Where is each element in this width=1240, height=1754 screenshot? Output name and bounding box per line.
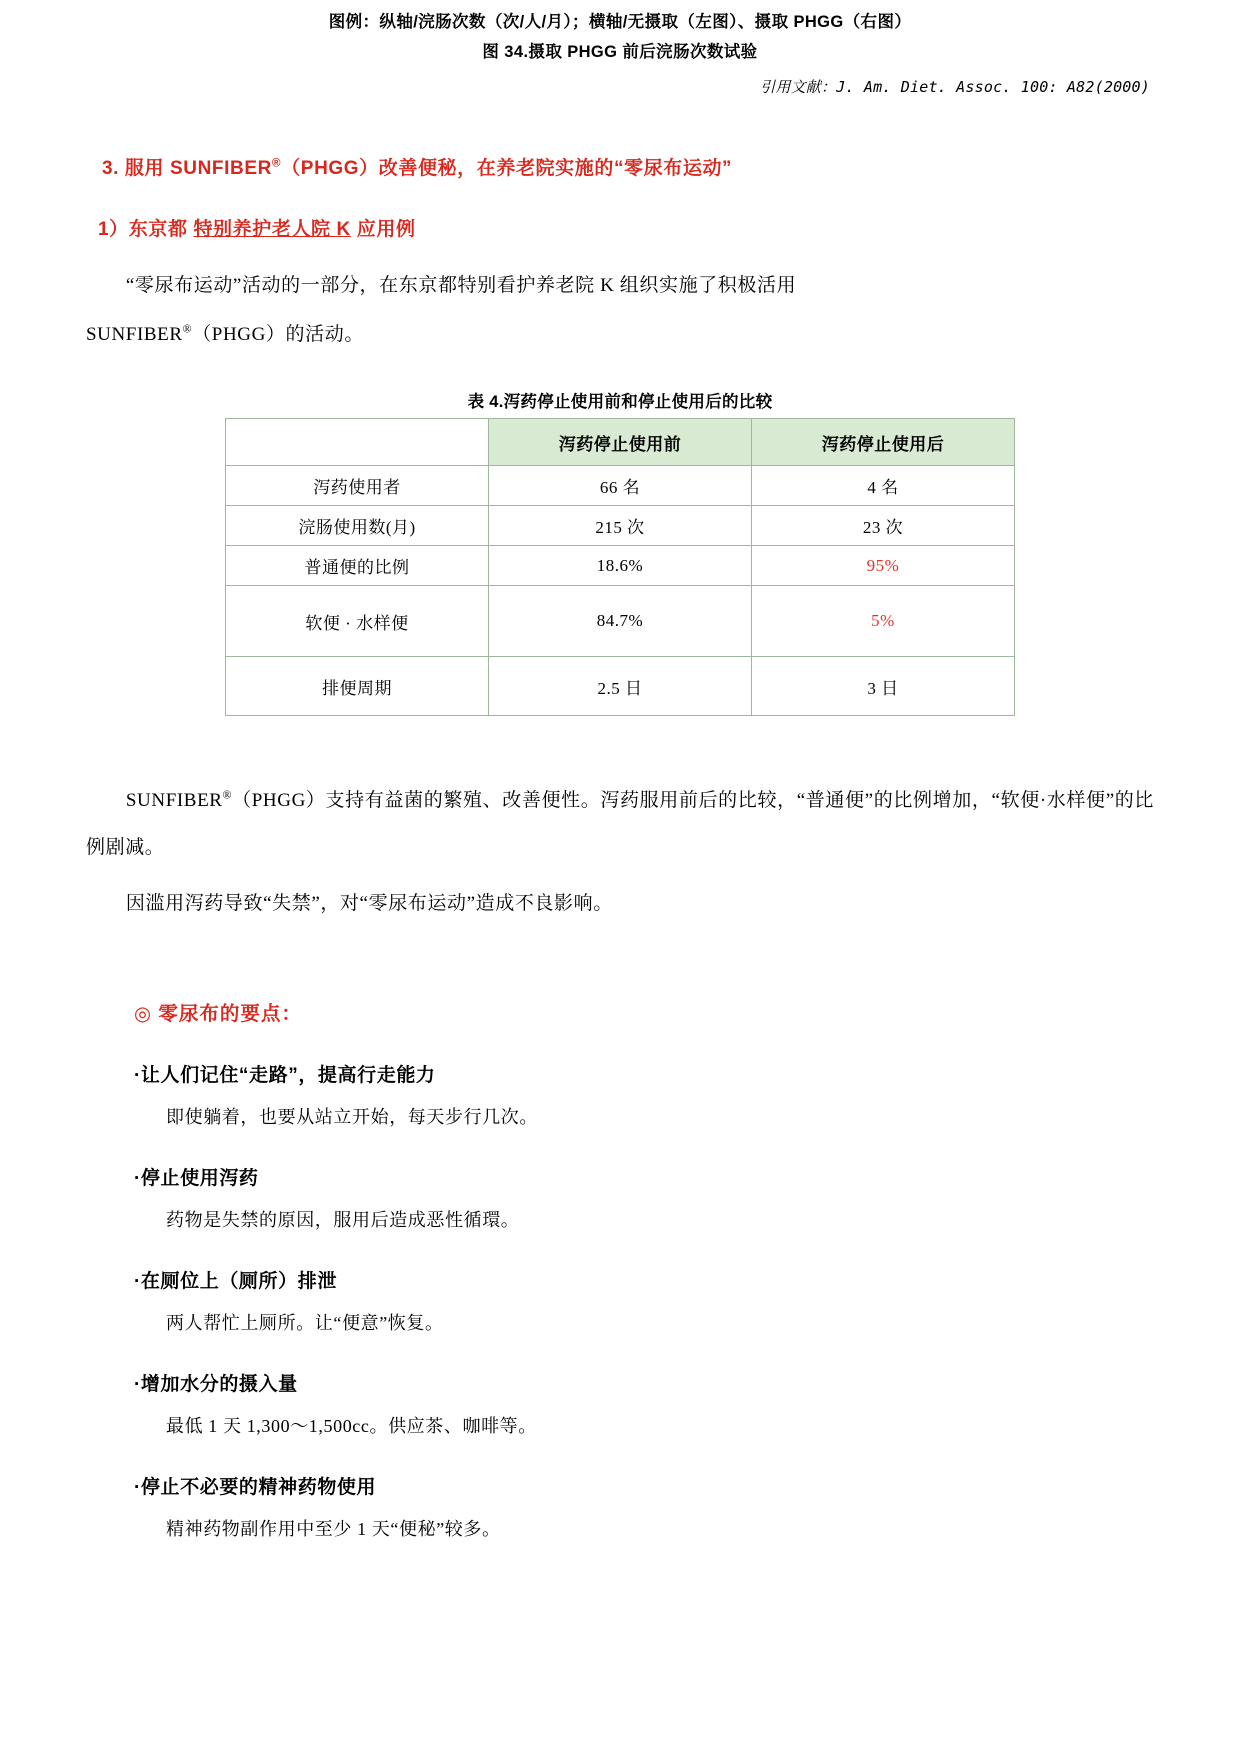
subsection-1-underlined: 特别养护老人院 K bbox=[193, 219, 351, 241]
point-title-2: ·停止使用泻药 bbox=[134, 1167, 259, 1189]
paragraph-2-rest: （PHGG）支持有益菌的繁殖、改善便性。泻药服用前后的比较，“普通便”的比例增加，“软便·水样便”的比例剧减。 bbox=[86, 790, 1154, 858]
paragraph-1-line-1: “零尿布运动”活动的一部分，在东京都特别看护养老院 K 组织实施了积极活用 bbox=[125, 275, 797, 297]
point-title-4: ·增加水分的摄入量 bbox=[134, 1373, 298, 1395]
table-cell-before: 2.5 日 bbox=[489, 657, 752, 716]
table-body bbox=[226, 466, 1015, 716]
table-row bbox=[226, 657, 1015, 716]
registered-mark-icon: ® bbox=[182, 322, 193, 336]
point-title-1: ·让人们记住“走路”，提高行走能力 bbox=[134, 1064, 436, 1086]
section-3-heading bbox=[102, 153, 1154, 180]
subsection-1-prefix: 1）东京都 bbox=[98, 219, 194, 241]
table-cell-before: 215 次 bbox=[489, 506, 752, 546]
section-3-heading-prefix: 3. 服用 SUNFIBER bbox=[102, 158, 272, 180]
table-header bbox=[226, 419, 1015, 466]
sunfiber-word: SUNFIBER bbox=[125, 790, 223, 812]
table-cell-label: 浣肠使用数(月) bbox=[226, 506, 489, 546]
paragraph-3: 因滥用泻药导致“失禁”，对“零尿布运动”造成不良影响。 bbox=[125, 893, 613, 915]
comparison-table bbox=[225, 418, 1015, 716]
table-cell-label: 排便周期 bbox=[226, 657, 489, 716]
subsection-1-suffix: 应用例 bbox=[350, 219, 416, 241]
point-detail-1: 即使躺着，也要从站立开始，每天步行几次。 bbox=[166, 1106, 538, 1127]
figure-caption: 图 34.摄取 PHGG 前后浣肠次数试验 bbox=[482, 43, 758, 62]
table-cell-before: 66 名 bbox=[489, 466, 752, 506]
point-detail-5: 精神药物副作用中至少 1 天“便秘”较多。 bbox=[166, 1518, 501, 1539]
point-detail-4: 最低 1 天 1,300～1,500cc。供应茶、咖啡等。 bbox=[166, 1415, 537, 1436]
table-cell-after: 4 名 bbox=[752, 466, 1015, 506]
table-cell-label: 泻药使用者 bbox=[226, 466, 489, 506]
paragraph-2 bbox=[86, 778, 1154, 871]
table-row bbox=[226, 506, 1015, 546]
subsection-1-heading bbox=[98, 214, 1154, 241]
point-detail-3: 两人帮忙上厕所。让“便意”恢复。 bbox=[166, 1312, 444, 1333]
table-row bbox=[226, 586, 1015, 657]
table-row bbox=[226, 546, 1015, 586]
table-cell-label: 普通便的比例 bbox=[226, 546, 489, 586]
table-cell-before: 18.6% bbox=[489, 546, 752, 586]
paragraph-1-line-2-suffix: （PHGG）的活动。 bbox=[192, 323, 364, 345]
point-title-3: ·在厕位上（厕所）排泄 bbox=[134, 1270, 337, 1292]
point-title-5: ·停止不必要的精神药物使用 bbox=[134, 1476, 377, 1498]
point-detail-2: 药物是失禁的原因，服用后造成恶性循環。 bbox=[166, 1209, 520, 1230]
points-heading: ◎ 零尿布的要点： bbox=[134, 1002, 302, 1025]
table-cell-after: 95% bbox=[752, 546, 1015, 586]
registered-mark-icon: ® bbox=[222, 788, 233, 802]
table-title: 表 4.泻药停止使用前和停止使用后的比较 bbox=[467, 393, 773, 412]
table-cell-before: 84.7% bbox=[489, 586, 752, 657]
citation-text: 引用文献：J. Am. Diet. Assoc. 100: A82(2000) bbox=[760, 78, 1150, 97]
figure-legend: 图例：纵轴/浣肠次数（次/人/月）；横轴/无摄取（左图）、摄取 PHGG（右图） bbox=[328, 13, 912, 31]
registered-mark-icon: ® bbox=[271, 156, 282, 170]
table-cell-after: 3 日 bbox=[752, 657, 1015, 716]
table-header-cell-blank bbox=[226, 419, 489, 466]
sunfiber-word: SUNFIBER bbox=[86, 323, 183, 345]
table-cell-label: 软便 · 水样便 bbox=[226, 586, 489, 657]
table-row bbox=[226, 466, 1015, 506]
paragraph-1-line-2 bbox=[86, 312, 1154, 359]
table-cell-after: 5% bbox=[752, 586, 1015, 657]
table-header-cell-after: 泻药停止使用后 bbox=[752, 419, 1015, 466]
table-header-row bbox=[226, 419, 1015, 466]
table-header-cell-before: 泻药停止使用前 bbox=[489, 419, 752, 466]
section-3-heading-suffix: （PHGG）改善便秘，在养老院实施的“零尿布运动” bbox=[281, 158, 733, 180]
table-cell-after: 23 次 bbox=[752, 506, 1015, 546]
